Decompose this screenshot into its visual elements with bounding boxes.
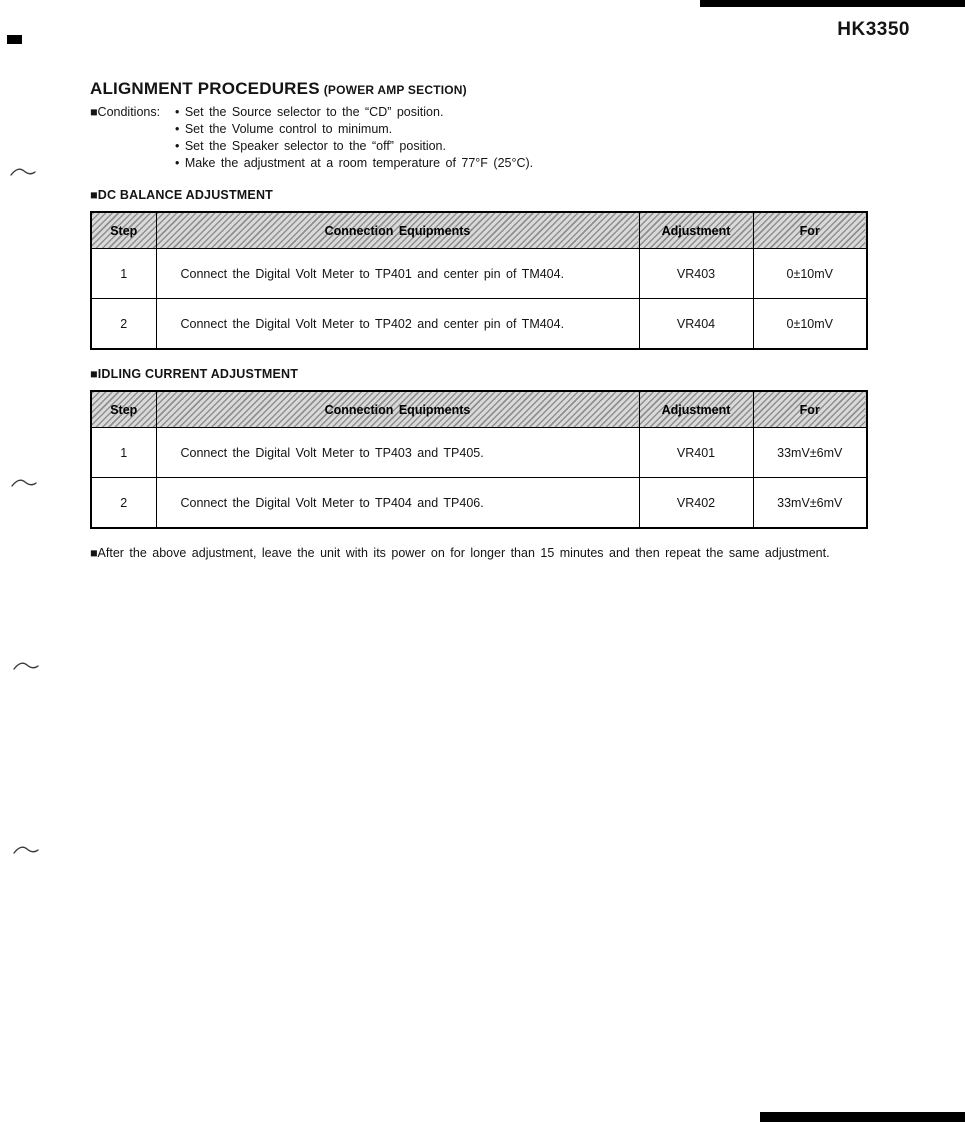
- page-edge-bar-top: [700, 0, 965, 7]
- cell-step: 2: [91, 478, 156, 529]
- header-cell-adjustment: Adjustment: [639, 391, 753, 428]
- footer-note: ■After the above adjustment, leave the unit with its power on for longer than 15 minutes and then repeat the same adjustment.: [90, 546, 830, 560]
- cell-step: 2: [91, 299, 156, 350]
- scan-artifact-mark: [13, 659, 39, 673]
- cell-step: 1: [91, 428, 156, 478]
- scan-artifact-mark: [11, 476, 37, 490]
- cell-adjustment: VR401: [639, 428, 753, 478]
- cell-connection: Connect the Digital Volt Meter to TP403 and TP405.: [156, 428, 639, 478]
- page-edge-bar-bottom: [760, 1112, 965, 1122]
- conditions-block: [90, 104, 810, 172]
- page-title-suffix: (POWER AMP SECTION): [323, 83, 467, 98]
- table-row: [91, 478, 867, 529]
- cell-connection: Connect the Digital Volt Meter to TP401 and center pin of TM404.: [156, 249, 639, 299]
- scan-artifact-mark: [10, 165, 36, 179]
- dc-balance-table: [90, 211, 868, 350]
- header-cell-adjustment: Adjustment: [639, 212, 753, 249]
- model-number: HK3350: [837, 19, 910, 40]
- header-cell-connection: Connection Equipments: [156, 212, 639, 249]
- cell-for: 33mV±6mV: [753, 428, 867, 478]
- header-cell-step: Step: [91, 391, 156, 428]
- condition-item: • Set the Source selector to the “CD” position.: [175, 105, 444, 119]
- conditions-label: ■Conditions:: [90, 105, 161, 119]
- condition-item: • Set the Volume control to minimum.: [175, 122, 393, 136]
- header-cell-connection: Connection Equipments: [156, 391, 639, 428]
- dc-balance-heading: ■DC BALANCE ADJUSTMENT: [90, 188, 274, 202]
- cell-for: 0±10mV: [753, 299, 867, 350]
- conditions-list: [90, 104, 810, 172]
- cell-for: 0±10mV: [753, 249, 867, 299]
- cell-adjustment: VR404: [639, 299, 753, 350]
- page-title-main: ALIGNMENT PROCEDURES: [90, 79, 320, 99]
- condition-item: • Make the adjustment at a room temperature of 77°F (25°C).: [175, 156, 534, 170]
- header-cell-step: Step: [91, 212, 156, 249]
- scan-artifact-mark: [13, 843, 39, 857]
- cell-adjustment: VR402: [639, 478, 753, 529]
- table-row: [91, 249, 867, 299]
- idling-current-table: [90, 390, 868, 529]
- table-header-row: [91, 212, 867, 249]
- registration-mark: [7, 35, 22, 44]
- cell-connection: Connect the Digital Volt Meter to TP404 and TP406.: [156, 478, 639, 529]
- table-header-row: [91, 391, 867, 428]
- cell-adjustment: VR403: [639, 249, 753, 299]
- table-row: [91, 299, 867, 350]
- header-cell-for: For: [753, 391, 867, 428]
- cell-step: 1: [91, 249, 156, 299]
- idling-current-heading: ■IDLING CURRENT ADJUSTMENT: [90, 367, 299, 381]
- condition-item: • Set the Speaker selector to the “off” position.: [175, 139, 446, 153]
- cell-for: 33mV±6mV: [753, 478, 867, 529]
- cell-connection: Connect the Digital Volt Meter to TP402 and center pin of TM404.: [156, 299, 639, 350]
- page-title: [90, 79, 467, 99]
- header-cell-for: For: [753, 212, 867, 249]
- table-row: [91, 428, 867, 478]
